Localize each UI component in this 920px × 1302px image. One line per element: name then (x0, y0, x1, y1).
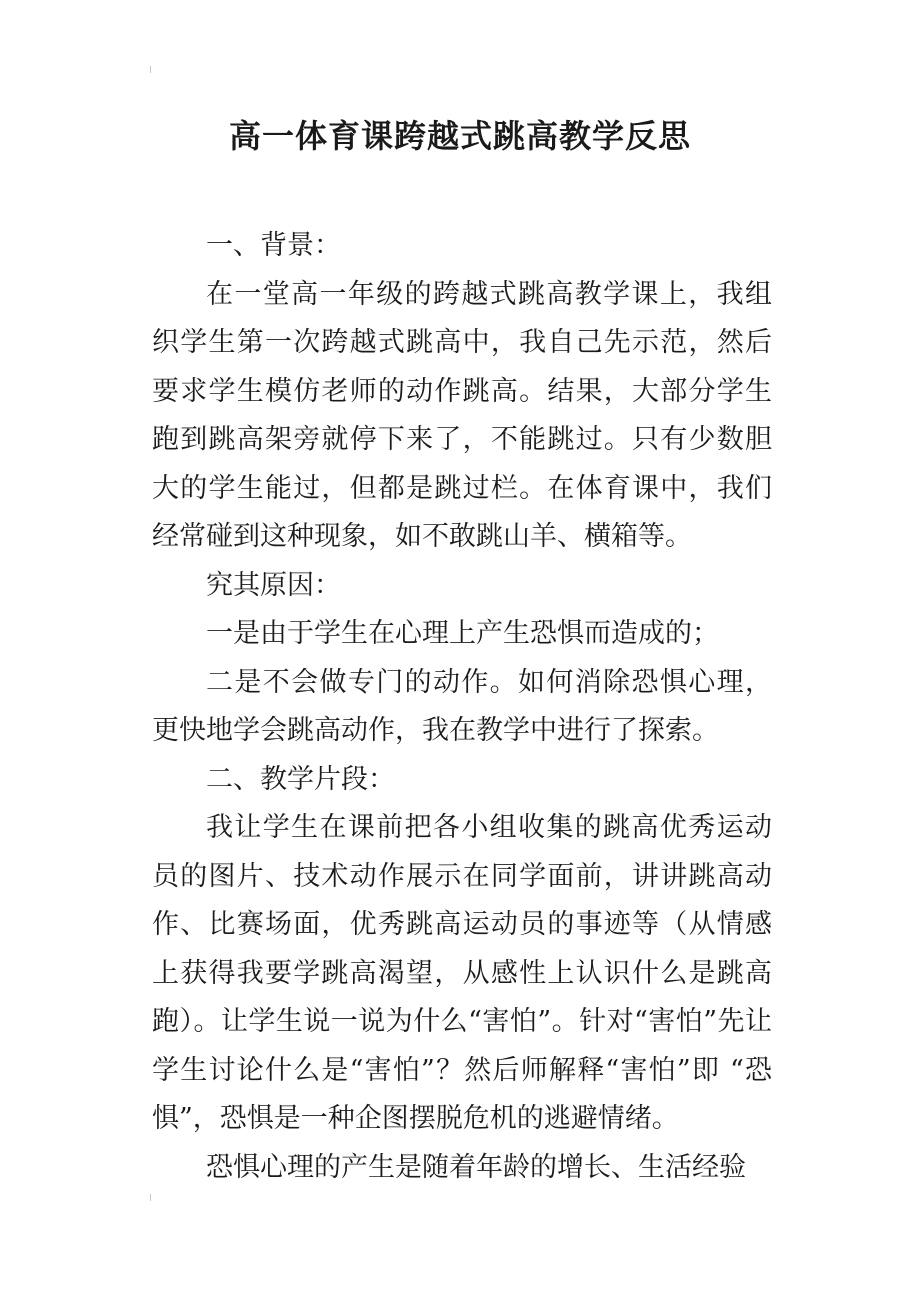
paragraph-cause-one: 一是由于学生在心理上产生恐惧而造成的； (206, 618, 719, 649)
paragraph-teaching-segment-text: 我让学生在课前把各小组收集的跳高优秀运动员的图片、技术动作展示在同学面前，讲讲跳高动作、比赛场面，优秀跳高运动员的事迹等（从情感上获得我要学跳高渴望，从感性上认识什么是跳高跑）。让学生说一说为什么“害怕”。针对“害怕”先让学生讨论什么是“害怕”？然后师解释“害怕”即 “恐惧”，恐惧是一种企图摆脱危机的逃避情绪。 (152, 812, 772, 1134)
heading-teaching-segment: 二、教学片段： (206, 763, 395, 795)
paragraph-causes-intro: 究其原因： (206, 569, 341, 601)
document-body (152, 222, 772, 1192)
heading-background: 一、背景： (206, 230, 341, 261)
document-title: 高一体育课跨越式跳高教学反思 (228, 117, 691, 155)
paragraph-fear-origin: 恐惧心理的产生是随着年龄的增长、生活经验 (206, 1151, 746, 1183)
corner-mark-bottom (150, 1194, 154, 1201)
paragraph-cause-two: 二是不会做专门的动作。如何消除恐惧心理，更快地学会跳高动作，我在教学中进行了探索。 (152, 666, 772, 746)
paragraph-background-text: 在一堂高一年级的跨越式跳高教学课上，我组织学生第一次跨越式跳高中，我自己先示范，然后要求学生模仿老师的动作跳高。结果，大部分学生跑到跳高架旁就停下来了，不能跳过。只有少数胆大的学生能过，但都是跳过栏。在体育课中，我们经常碰到这种现象，如不敢跳山羊、横箱等。 (152, 278, 772, 552)
corner-mark-top (150, 66, 154, 73)
